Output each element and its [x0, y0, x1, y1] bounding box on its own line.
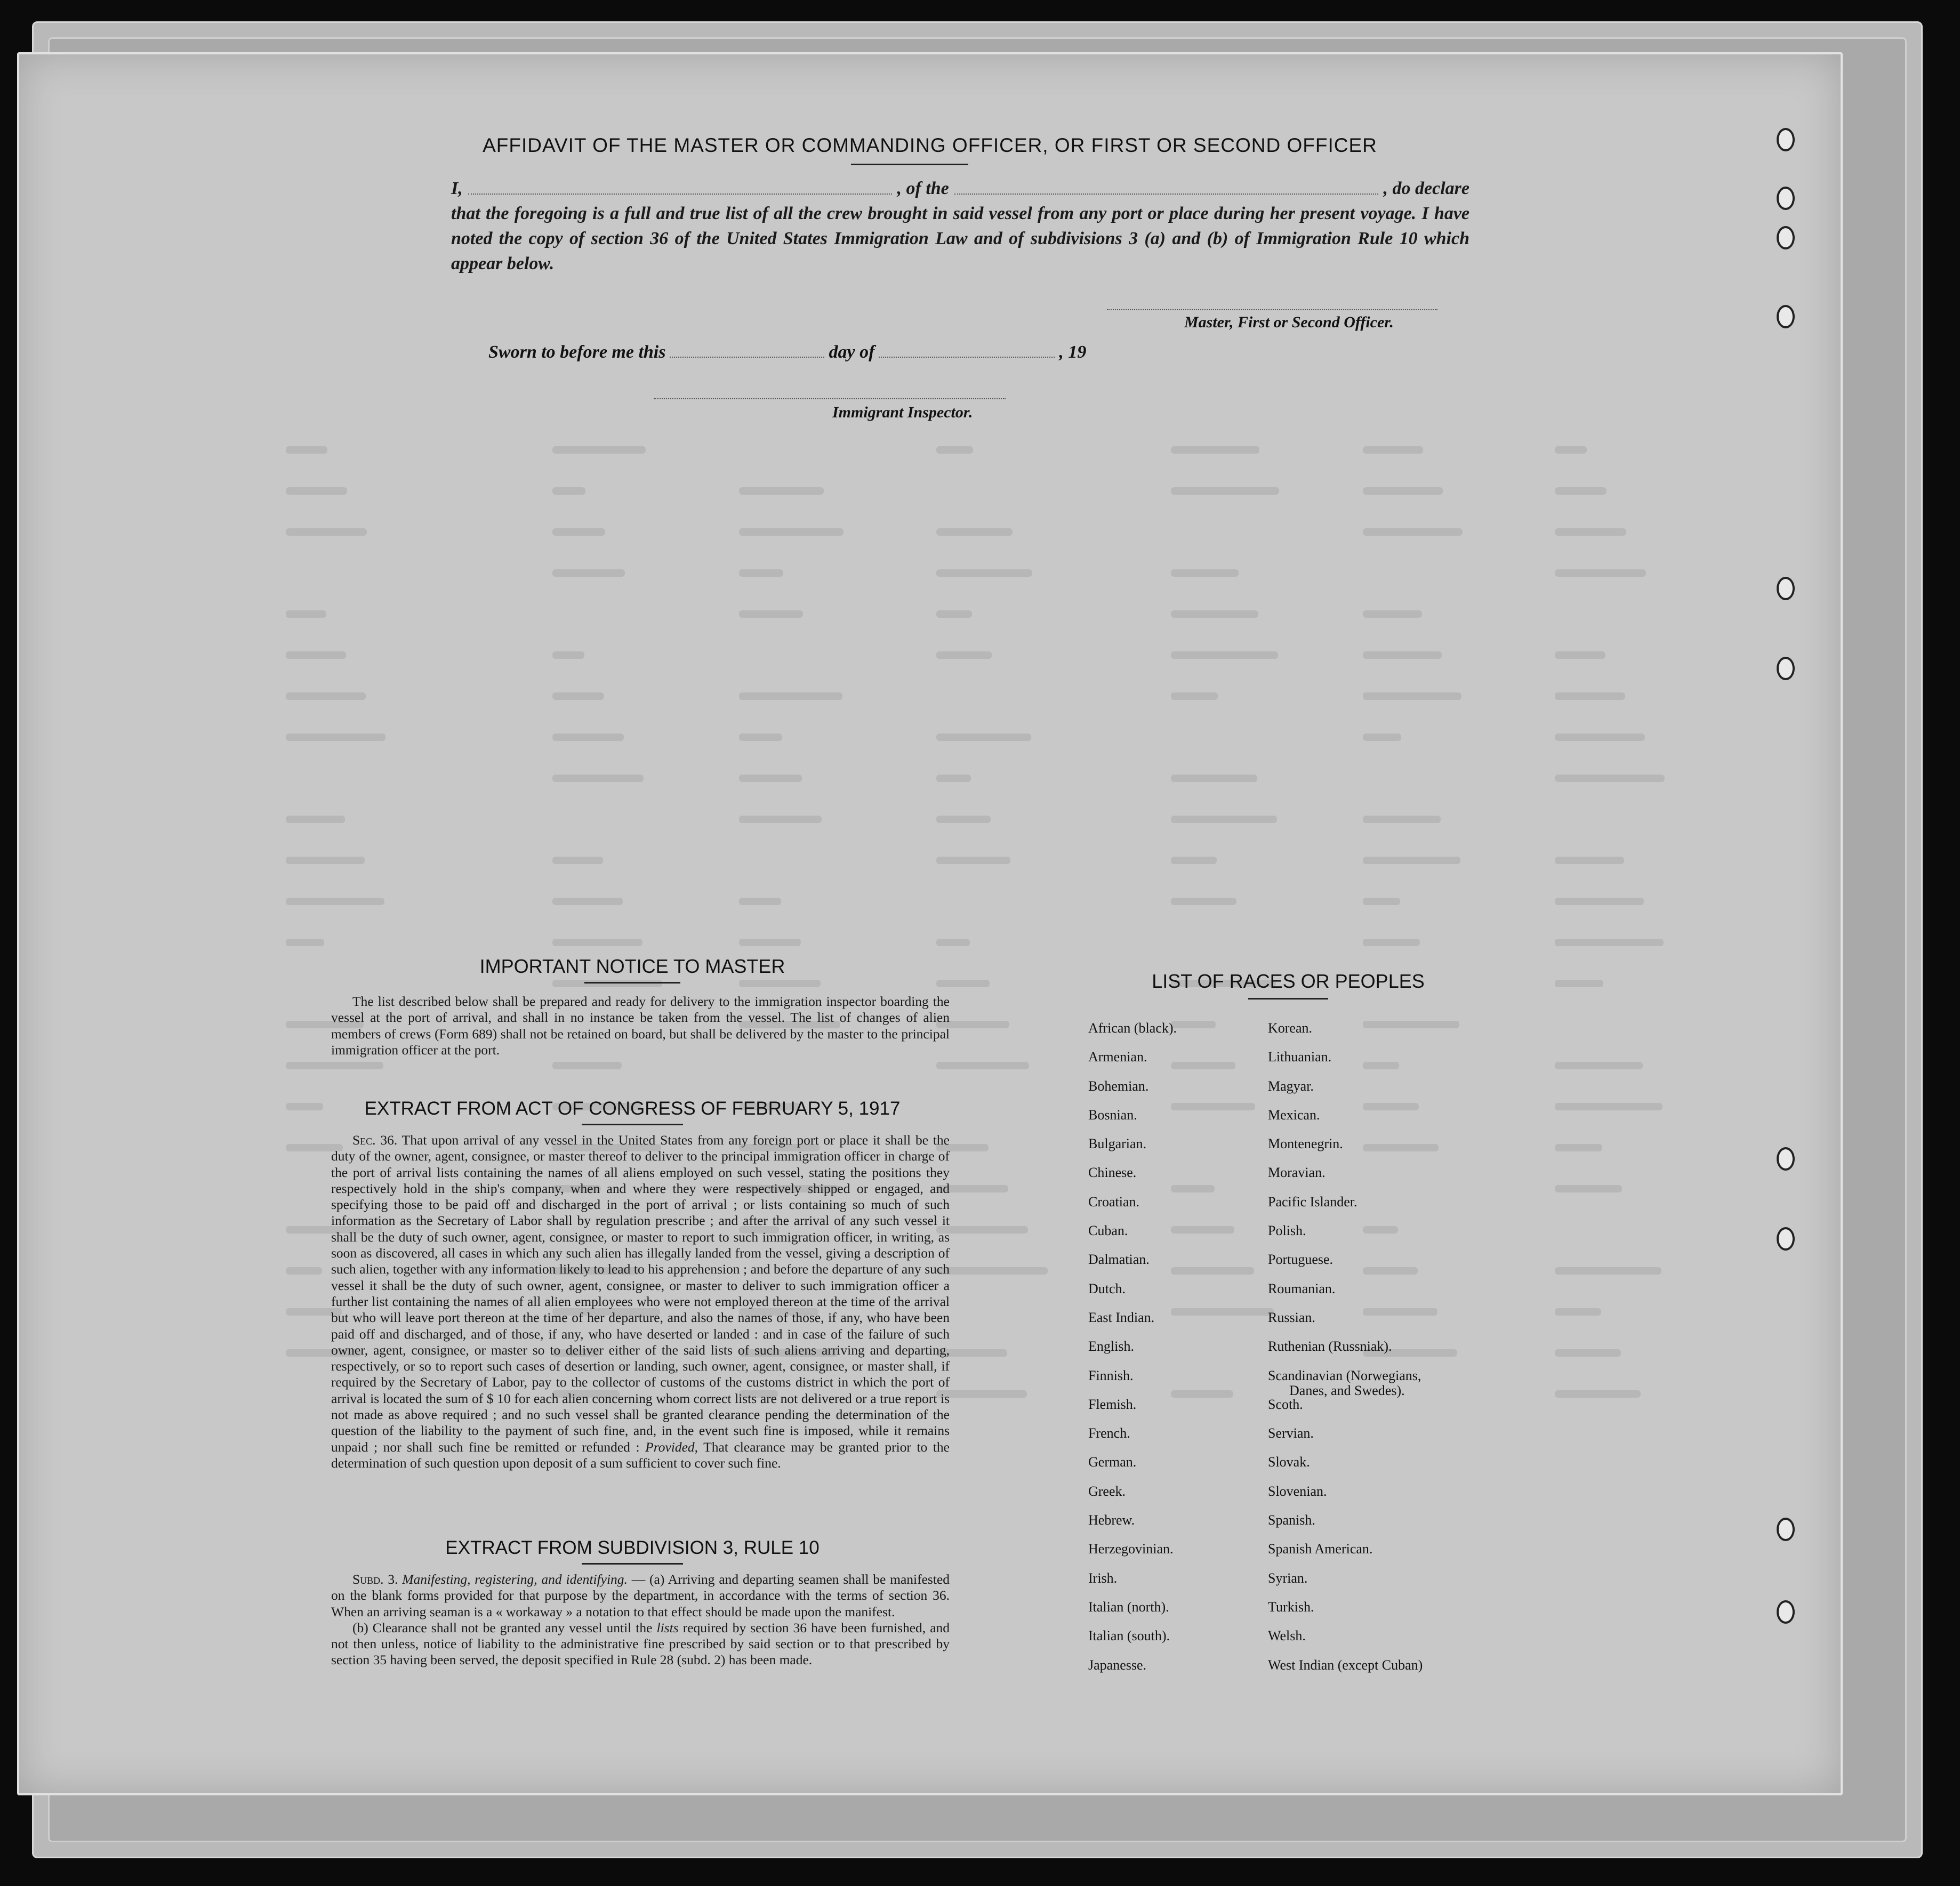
bleed-through-mark	[936, 446, 973, 454]
bleed-through-mark	[1555, 1390, 1641, 1398]
bleed-through-mark	[286, 734, 385, 741]
race-item: Turkish.	[1268, 1599, 1314, 1615]
race-item: Chinese.	[1088, 1165, 1137, 1181]
races-right-column	[1268, 1014, 1423, 1680]
bleed-through-mark	[739, 816, 822, 823]
race-item: Welsh.	[1268, 1628, 1306, 1644]
race-item: Hebrew.	[1088, 1512, 1135, 1528]
punch-hole-icon	[1777, 226, 1795, 249]
bleed-through-mark	[936, 528, 1013, 536]
notice-title-rule	[584, 982, 680, 984]
race-item: East Indian.	[1088, 1309, 1155, 1325]
race-item: Mexican.	[1268, 1107, 1320, 1123]
bleed-through-mark	[936, 1226, 1028, 1234]
bleed-through-mark	[739, 898, 781, 905]
bleed-through-mark	[1171, 1021, 1216, 1028]
master-signature-line[interactable]	[1107, 309, 1437, 310]
race-item-continuation: Danes, and Swedes).	[1289, 1382, 1405, 1398]
act-provided-label: Provided,	[645, 1439, 698, 1455]
inspector-label: Immigrant Inspector.	[832, 404, 973, 421]
bleed-through-mark	[1555, 692, 1625, 700]
race-item: Japanesse.	[1088, 1657, 1147, 1673]
race-item: Pacific Islander.	[1268, 1194, 1357, 1210]
bleed-through-mark	[739, 980, 821, 987]
bleed-through-mark	[1171, 446, 1259, 454]
bleed-through-mark	[1171, 816, 1277, 823]
rule-title: EXTRACT FROM SUBDIVISION 3, RULE 10	[445, 1537, 820, 1558]
bleed-through-mark	[1555, 775, 1665, 782]
race-item: Scandinavian (Norwegians,	[1268, 1367, 1421, 1383]
manifest-page	[17, 52, 1843, 1795]
bleed-through-mark	[552, 651, 584, 659]
rule-title-rule	[582, 1563, 683, 1565]
bleed-through-mark	[286, 692, 366, 700]
bleed-through-mark	[552, 446, 646, 454]
sworn-line	[488, 342, 1086, 362]
race-item: Ruthenian (Russniak).	[1268, 1339, 1392, 1355]
bleed-through-mark	[1555, 1349, 1621, 1357]
bleed-through-mark	[552, 898, 623, 905]
bleed-through-mark	[1363, 446, 1423, 454]
bleed-through-mark	[739, 734, 782, 741]
bleed-through-mark	[739, 528, 844, 536]
bleed-through-mark	[1171, 898, 1236, 905]
affidavit-text	[451, 176, 1469, 276]
race-item: Servian.	[1268, 1425, 1314, 1441]
race-item: Irish.	[1088, 1570, 1118, 1586]
race-item: Portuguese.	[1268, 1252, 1334, 1268]
bleed-through-mark	[286, 1267, 322, 1275]
bleed-through-mark	[739, 939, 801, 946]
act-text: That upon arrival of any vessel in the United States from any foreign port or place it shall be the duty of the owner, agent, consignee, or master thereof to deliver to the principal immigration officer in charge of the port of arrival lists containing the names of all aliens employed on such vessel, stating the positions they respectively hold in the ship's company, when and where they were respectively shipped or engaged, and specifying those to be paid off and discharged in the port of arrival ; or lists containing so much of such information as the Secretary of Labor shall by regulation prescribe ; and after the arrival of any such vessel it shall be the duty of such owner, agent, consignee, or master to report to such immigration officer, in writing, as soon as discovered, all cases in which any such alien has illegally landed from the vessel, giving a description of such alien, together with any information likely to lead to his apprehension ; and before the departure of any such vessel it shall be the duty of such owner, agent, consignee, or master to deliver to such immigration officer a further list containing the names of all alien employees who were not employed thereon at the time of the arrival but who will leave port thereon at the time of her departure, and also the names of those, if any, who have been paid off and discharged, and of those, if any, who have deserted or landed : and in case of the failure of such owner, agent, consignee, or master so to deliver either of the said lists of such aliens arriving and departing, respectively, or so to report such cases of desertion or landing, such owner, agent, consignee, or master shall, if required by the Secretary of Labor, pay to the collector of customs of the customs district in which the port of arrival is located the sum of $ 10 for each alien concerning whom correct lists are not delivered or a true report is not made as above required ; and no such vessel shall be granted clearance pending the determination of the question of the liability to the payment of such fine, and, in the event such fine is imposed, while it remains unpaid ; nor shall such fine be remitted or refunded :	[331, 1132, 950, 1455]
bleed-through-mark	[286, 857, 365, 864]
bleed-through-mark	[1171, 1390, 1233, 1398]
bleed-through-mark	[552, 1062, 622, 1069]
bleed-through-mark	[1555, 528, 1626, 536]
bleed-through-mark	[1555, 1144, 1602, 1151]
bleed-through-mark	[1171, 692, 1218, 700]
bleed-through-mark	[552, 487, 585, 495]
bleed-through-mark	[286, 487, 347, 495]
bleed-through-mark	[1171, 610, 1258, 618]
rule-subd-heading: Manifesting, registering, and identifying.	[402, 1571, 628, 1587]
rule-para-b-label: (b)	[352, 1619, 368, 1635]
race-item: Moravian.	[1268, 1165, 1326, 1181]
bleed-through-mark	[1363, 487, 1443, 495]
race-item: Magyar.	[1268, 1078, 1314, 1094]
rule-paragraph-b	[331, 1620, 950, 1669]
sworn-year: , 19	[1059, 342, 1087, 362]
bleed-through-mark	[1555, 487, 1606, 495]
bleed-through-mark	[286, 610, 326, 618]
bleed-through-mark	[1555, 1308, 1601, 1316]
race-item: Armenian.	[1088, 1049, 1147, 1065]
affidavit-declare: , do declare	[1383, 179, 1469, 198]
bleed-through-mark	[936, 939, 970, 946]
bleed-through-mark	[1555, 734, 1645, 741]
bleed-through-mark	[1171, 1062, 1235, 1069]
race-item: Bulgarian.	[1088, 1136, 1147, 1152]
bleed-through-mark	[1555, 1185, 1622, 1192]
race-item: Bohemian.	[1088, 1078, 1149, 1094]
race-item: Scoth.	[1268, 1396, 1303, 1412]
sworn-month-blank[interactable]	[879, 357, 1055, 358]
bleed-through-mark	[936, 1062, 1029, 1069]
bleed-through-mark	[739, 569, 783, 577]
bleed-through-mark	[286, 528, 367, 536]
bleed-through-mark	[936, 980, 990, 987]
bleed-through-mark	[552, 939, 642, 946]
rule-paragraph-a	[331, 1571, 950, 1620]
rule-para-b-2: required by section 36 have been furnished, and not then unless, notice of liability to the administrative fine prescribed by said section or to that prescribed by section 35 having been served, the deposit specified in Rule 28 (subd. 2) has been made.	[331, 1619, 950, 1668]
bleed-through-mark	[936, 816, 991, 823]
races-title-rule	[1248, 998, 1328, 1000]
act-provided-text: That clearance may be granted prior to the determination of such question upon deposit of a sum sufficient to cover such fine.	[331, 1439, 950, 1471]
affidavit-title-rule	[851, 164, 968, 165]
bleed-through-mark	[1555, 1103, 1662, 1110]
bleed-through-mark	[936, 1267, 1048, 1275]
bleed-through-mark	[1171, 1185, 1215, 1192]
race-item: Spanish.	[1268, 1512, 1315, 1528]
race-item: African (black).	[1088, 1020, 1177, 1036]
race-item: Spanish American.	[1268, 1541, 1373, 1557]
bleed-through-mark	[1171, 1267, 1254, 1275]
race-item: German.	[1088, 1454, 1137, 1470]
bleed-through-mark	[739, 610, 803, 618]
bleed-through-mark	[739, 692, 842, 700]
bleed-through-mark	[552, 528, 605, 536]
race-item: Slovenian.	[1268, 1483, 1327, 1499]
race-item: Montenegrin.	[1268, 1136, 1343, 1152]
bleed-through-mark	[1555, 898, 1644, 905]
rule-para-b-1: Clearance shall not be granted any vessel until the	[372, 1619, 653, 1635]
bleed-through-mark	[1363, 528, 1463, 536]
bleed-through-mark	[286, 446, 327, 454]
punch-hole-icon	[1777, 1227, 1795, 1251]
race-item: Greek.	[1088, 1483, 1126, 1499]
bleed-through-mark	[552, 692, 604, 700]
rule-body	[331, 1571, 950, 1669]
act-body	[331, 1132, 950, 1471]
act-paragraph	[331, 1132, 950, 1471]
bleed-through-mark	[1171, 569, 1239, 577]
race-item: Finnish.	[1088, 1367, 1134, 1383]
race-item: Croatian.	[1088, 1194, 1140, 1210]
bleed-through-mark	[1363, 734, 1401, 741]
bleed-through-mark	[1555, 1267, 1661, 1275]
bleed-through-mark	[1363, 610, 1422, 618]
bleed-through-mark	[286, 1062, 383, 1069]
race-item: Syrian.	[1268, 1570, 1308, 1586]
affidavit-declaration-line	[451, 176, 1469, 201]
bleed-through-mark	[1555, 1062, 1643, 1069]
bleed-through-mark	[552, 857, 603, 864]
bleed-through-mark	[552, 734, 624, 741]
bleed-through-mark	[936, 775, 971, 782]
bleed-through-mark	[1555, 651, 1605, 659]
rule-subd-label: Subd. 3.	[352, 1571, 398, 1587]
bleed-through-mark	[739, 487, 824, 495]
bleed-through-mark	[552, 980, 662, 987]
binder-holes	[1777, 54, 1809, 1793]
race-item: Herzegovinian.	[1088, 1541, 1174, 1557]
bleed-through-mark	[286, 939, 324, 946]
race-item: Bosnian.	[1088, 1107, 1137, 1123]
affidavit-title: AFFIDAVIT OF THE MASTER OR COMMANDING OFFICER, OR FIRST OR SECOND OFFICER	[483, 134, 1377, 156]
affidavit-body: that the foregoing is a full and true list of all the crew brought in said vessel from any port or place during her present voyage. I have noted the copy of section 36 of the United States Immigration Law and of subdivisions 3 (a) and (b) of Immigration Rule 10 which appear below.	[451, 204, 1469, 273]
race-item: Lithuanian.	[1268, 1049, 1332, 1065]
bleed-through-mark	[739, 775, 802, 782]
races-left-column	[1088, 1014, 1177, 1680]
bleed-through-mark	[1363, 898, 1400, 905]
bleed-through-mark	[1171, 775, 1257, 782]
bleed-through-mark	[936, 610, 972, 618]
bleed-through-mark	[1171, 857, 1217, 864]
punch-hole-icon	[1777, 305, 1795, 328]
race-item: French.	[1088, 1425, 1130, 1441]
bleed-through-mark	[1363, 857, 1460, 864]
bleed-through-mark	[1171, 487, 1279, 495]
affidavit-i: I,	[451, 179, 463, 198]
bleed-through-mark	[1363, 692, 1461, 700]
inspector-signature-line[interactable]	[654, 398, 1006, 399]
race-item: Italian (south).	[1088, 1628, 1170, 1644]
notice-body	[331, 994, 950, 1058]
race-item: Cuban.	[1088, 1223, 1128, 1239]
races-title: LIST OF RACES OR PEOPLES	[1152, 970, 1425, 992]
bleed-through-mark	[936, 1390, 1027, 1398]
race-item-two-line	[1268, 1361, 1423, 1398]
notice-title: IMPORTANT NOTICE TO MASTER	[479, 955, 785, 977]
punch-hole-icon	[1777, 1600, 1795, 1624]
bleed-through-mark	[1363, 651, 1442, 659]
bleed-through-mark	[1555, 980, 1603, 987]
punch-hole-icon	[1777, 1518, 1795, 1541]
bleed-through-mark	[1555, 939, 1664, 946]
race-item: West Indian (except Cuban)	[1268, 1657, 1423, 1673]
bleed-through-mark	[936, 651, 992, 659]
bleed-through-mark	[936, 857, 1010, 864]
punch-hole-icon	[1777, 187, 1795, 210]
bleed-through-mark	[936, 734, 1031, 741]
sworn-prefix: Sworn to before me this	[488, 342, 666, 362]
name-blank[interactable]	[468, 176, 892, 195]
bleed-through-mark	[286, 816, 345, 823]
bleed-through-mark	[552, 569, 625, 577]
bleed-through-mark	[1171, 651, 1278, 659]
rule-para-a: — (a) Arriving and departing seamen shall be manifested on the blank forms provided for that purpose by the department, in accordance with the terms of section 36. When an arriving seaman is a « workaway » a notation to that effect should be made upon the manifest.	[331, 1571, 950, 1619]
race-item: Dalmatian.	[1088, 1252, 1150, 1268]
act-title-rule	[582, 1124, 683, 1125]
race-item: Dutch.	[1088, 1280, 1126, 1296]
punch-hole-icon	[1777, 1147, 1795, 1171]
affidavit-of-the: , of the	[897, 179, 949, 198]
sworn-day: day of	[829, 342, 875, 362]
bleed-through-mark	[1171, 1226, 1234, 1234]
bleed-through-mark	[1555, 569, 1646, 577]
race-item: Italian (north).	[1088, 1599, 1169, 1615]
punch-hole-icon	[1777, 577, 1795, 600]
race-item: Russian.	[1268, 1309, 1315, 1325]
bleed-through-mark	[1171, 1308, 1274, 1316]
race-item: Korean.	[1268, 1020, 1313, 1036]
bleed-through-mark	[286, 651, 346, 659]
rule-para-b-lists: lists	[656, 1619, 679, 1635]
race-item: Polish.	[1268, 1223, 1306, 1239]
bleed-through-mark	[1363, 939, 1420, 946]
race-item: English.	[1088, 1339, 1134, 1355]
act-title: EXTRACT FROM ACT OF CONGRESS OF FEBRUARY 5, 1917	[364, 1098, 901, 1119]
bleed-through-mark	[1555, 446, 1587, 454]
bleed-through-mark	[1555, 857, 1624, 864]
act-section-label: Sec. 36.	[352, 1132, 398, 1148]
sworn-date-blank[interactable]	[670, 357, 824, 358]
bleed-through-mark	[286, 898, 384, 905]
bleed-through-mark	[936, 569, 1032, 577]
race-item: Roumanian.	[1268, 1280, 1336, 1296]
vessel-blank[interactable]	[954, 176, 1378, 195]
race-item: Flemish.	[1088, 1396, 1137, 1412]
notice-text: The list described below shall be prepared and ready for delivery to the immigration inspector boarding the vessel at the port of arrival, and shall in no instance be taken from the vessel. The list of changes of alien members of crews (Form 689) shall not be retained on board, but shall be delivered by the master to the principal immigration officer at the port.	[331, 994, 950, 1058]
master-signature-label: Master, First or Second Officer.	[1184, 313, 1394, 331]
bleed-through-mark	[552, 775, 644, 782]
punch-hole-icon	[1777, 657, 1795, 680]
bleed-through-mark	[1171, 1103, 1255, 1110]
bleed-through-mark	[1363, 816, 1441, 823]
race-item: Slovak.	[1268, 1454, 1310, 1470]
